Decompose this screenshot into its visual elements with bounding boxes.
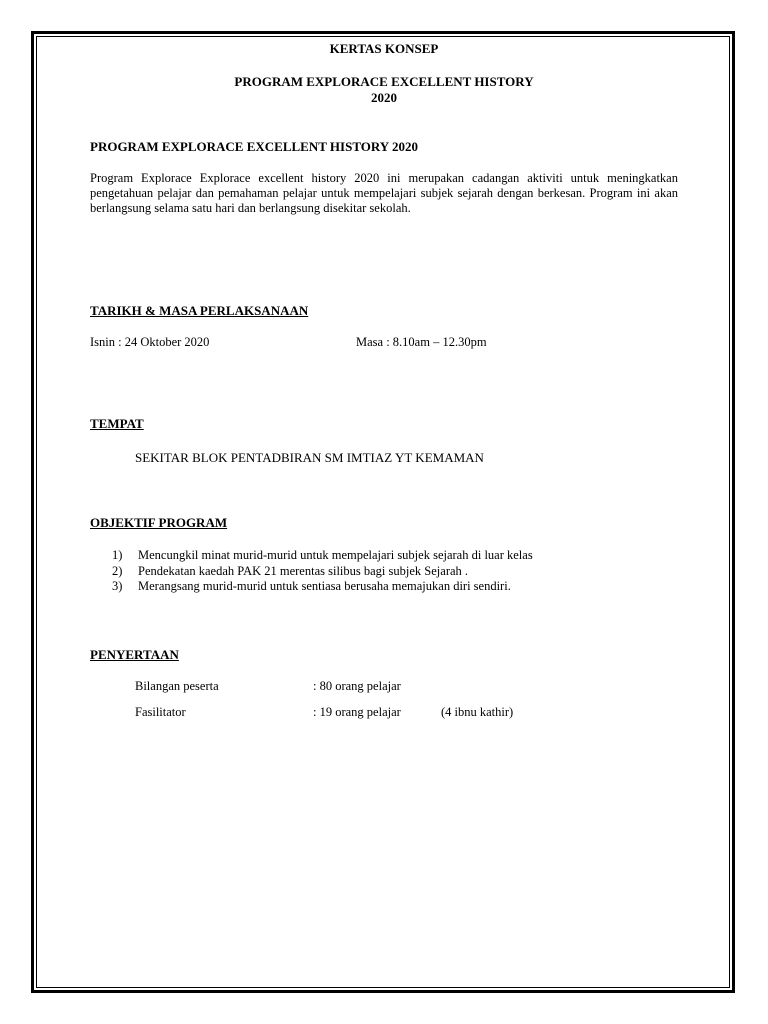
list-item-text: Merangsang murid-murid untuk sentiasa berusaha memajukan diri sendiri. — [138, 579, 511, 593]
list-item-number: 3) — [112, 579, 123, 593]
list-item-number: 2) — [112, 563, 123, 578]
participation-row-value: : 19 orang pelajar — [313, 705, 401, 719]
intro-paragraph: Program Explorace Explorace excellent history 2020 ini merupakan cadangan aktiviti untuk meningkatkan pengetahuan pelajar dan pemahaman pelajar untuk mempelajari subjek sejarah dengan berkesan. Program ini akan berlangsung selama satu hari dan berlangsung disekitar sekolah. — [90, 171, 678, 215]
objectives-list — [112, 548, 533, 595]
list-item-text: Mencungkil minat murid-murid untuk mempelajari subjek sejarah di luar kelas — [138, 548, 533, 562]
list-item — [112, 564, 533, 580]
objectives-heading: OBJEKTIF PROGRAM — [90, 515, 228, 530]
list-item-number: 1) — [112, 548, 123, 562]
venue-location: SEKITAR BLOK PENTADBIRAN SM IMTIAZ YT KEMAMAN — [135, 450, 484, 465]
list-item — [112, 579, 533, 595]
schedule-date: Isnin : 24 Oktober 2020 — [90, 335, 210, 349]
schedule-heading: TARIKH & MASA PERLAKSANAAN — [90, 303, 309, 318]
participation-heading: PENYERTAAN — [90, 647, 179, 662]
document-title: PROGRAM EXPLORACE EXCELLENT HISTORY — [234, 74, 534, 89]
document-year: 2020 — [371, 90, 397, 105]
venue-heading: TEMPAT — [90, 416, 144, 431]
document-type: KERTAS KONSEP — [329, 41, 439, 56]
schedule-time: Masa : 8.10am – 12.30pm — [356, 335, 487, 349]
intro-heading: PROGRAM EXPLORACE EXCELLENT HISTORY 2020 — [90, 139, 418, 154]
participation-row-value: : 80 orang pelajar — [313, 679, 401, 693]
participation-row-label: Fasilitator — [135, 705, 186, 719]
participation-row-label: Bilangan peserta — [135, 679, 219, 693]
list-item-text: Pendekatan kaedah PAK 21 merentas silibus bagi subjek Sejarah . — [138, 563, 469, 578]
list-item — [112, 548, 533, 564]
participation-row-note: (4 ibnu kathir) — [441, 705, 514, 719]
